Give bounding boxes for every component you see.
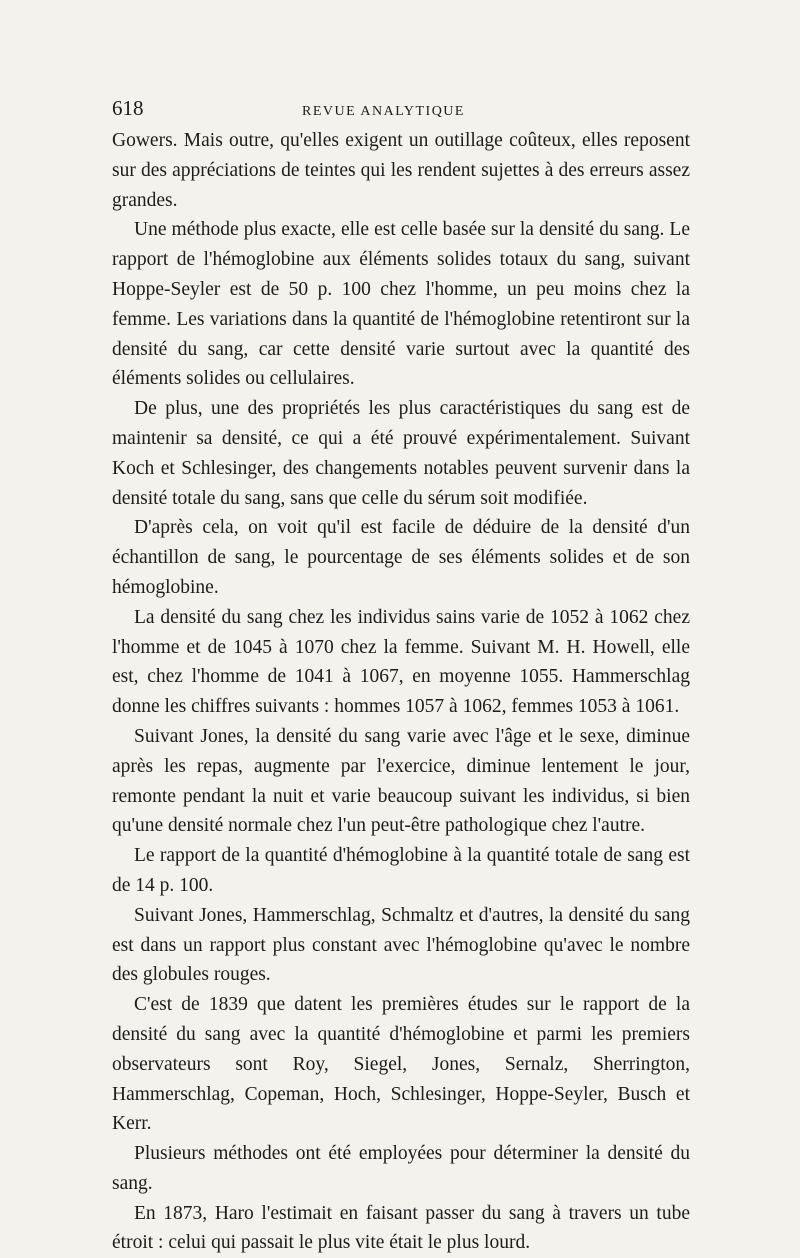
paragraph-8: Suivant Jones, Hammerschlag, Schmaltz et d'autres, la densité du sang est dans un rapport plus constant avec l'hémoglobine qu'avec le nombre des globules rouges. [112, 904, 690, 986]
page-number: 618 [112, 96, 144, 120]
paragraph-2: Une méthode plus exacte, elle est celle basée sur la densité du sang. Le rapport de l'hémoglobine aux éléments solides totaux du sang, suivant Hoppe-Seyler est de 50 p. 100 chez l'homme, un peu moins chez la femme. Les variations dans la quantité de l'hémoglobine retentiront sur la densité du sang, car cette densité varie surtout avec la quantité des éléments solides ou cellulaires. [112, 219, 690, 390]
paragraph-10: Plusieurs méthodes ont été employées pour déterminer la densité du sang. [112, 1143, 690, 1194]
body-text [112, 126, 690, 1258]
paragraph-7: Le rapport de la quantité d'hémoglobine à la quantité totale de sang est de 14 p. 100. [112, 845, 690, 896]
paragraph-5: La densité du sang chez les individus sains varie de 1052 à 1062 chez l'homme et de 1045 à 1070 chez la femme. Suivant M. H. Howell, elle est, chez l'homme de 1041 à 1067, en moyenne 1055. Hammerschlag donne les chiffres suivants : hommes 1057 à 1062, femmes 1053 à 1061. [112, 606, 690, 718]
document-page [112, 96, 690, 1258]
paragraph-4: D'après cela, on voit qu'il est facile de déduire de la densité d'un échantillon de sang, le pourcentage de ses éléments solides et de son hémoglobine. [112, 517, 690, 598]
paragraph-3: De plus, une des propriétés les plus caractéristiques du sang est de maintenir sa densité, ce qui a été prouvé expérimentalement. Suivant Koch et Schlesinger, des changements notables peuvent survenir dans la densité totale du sang, sans que celle du sérum soit modifiée. [112, 398, 690, 509]
paragraph-9: C'est de 1839 que datent les premières études sur le rapport de la densité du sang avec la quantité d'hémoglobine et parmi les premiers observateurs sont Roy, Siegel, Jones, Sernalz, Sherrington, Hammerschlag, Copeman, Hoch, Schlesinger, Hoppe-Seyler, Busch et Kerr. [112, 994, 690, 1135]
page-header [112, 96, 690, 126]
paragraph-1: Gowers. Mais outre, qu'elles exigent un outillage coûteux, elles reposent sur des appréciations de teintes qui les rendent sujettes à des erreurs assez grandes. [112, 130, 690, 211]
paragraph-11: En 1873, Haro l'estimait en faisant passer du sang à travers un tube étroit : celui qui passait le plus vite était le plus lourd. [112, 1202, 690, 1254]
paragraph-6: Suivant Jones, la densité du sang varie avec l'âge et le sexe, diminue après les repas, augmente par l'exercice, diminue lentement le jour, remonte pendant la nuit et varie beaucoup suivant les individus, si bien qu'une densité normale chez l'un peut-être pathologique chez l'autre. [112, 725, 690, 837]
running-head: REVUE ANALYTIQUE [302, 104, 465, 119]
